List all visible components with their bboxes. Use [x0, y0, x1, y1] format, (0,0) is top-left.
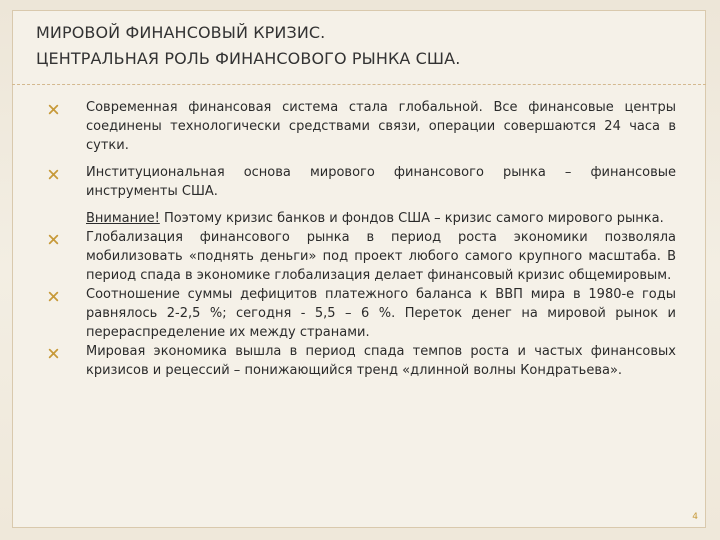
list-item: [48, 228, 676, 285]
list-item: [48, 98, 676, 155]
x-mark-icon: [48, 348, 59, 359]
list-item-text: Мировая экономика вышла в период спада темпов роста и частых финансовых кризисов и рецессий – понижающийся тренд «длинной волны Кондратьева».: [86, 344, 676, 378]
list-item: [48, 285, 676, 342]
x-mark-icon: [48, 234, 59, 245]
x-mark-icon: [48, 291, 59, 302]
title-divider: [12, 84, 706, 85]
attention-label: Внимание!: [86, 211, 160, 226]
title-line-2: ЦЕНТРАЛЬНАЯ РОЛЬ ФИНАНСОВОГО РЫНКА США.: [36, 49, 461, 68]
bullet-list: [48, 98, 676, 380]
list-item-note: [48, 209, 676, 228]
title-line-1: МИРОВОЙ ФИНАНСОВЫЙ КРИЗИС.: [36, 23, 326, 42]
list-item-text: Соотношение суммы дефицитов платежного баланса к ВВП мира в 1980-е годы равнялось 2-2,5 %; сегодня - 5,5 – 6 %. Переток денег на мировой рынок и перераспределение их между странами.: [86, 287, 676, 340]
slide-title: [36, 20, 686, 72]
list-item-text: Поэтому кризис банков и фондов США – кризис самого мирового рынка.: [159, 211, 664, 226]
list-item: [48, 163, 676, 201]
list-item-text: Современная финансовая система стала глобальной. Все финансовые центры соединены технологически средствами связи, операции совершаются 24 часа в сутки.: [86, 100, 676, 153]
x-mark-icon: [48, 104, 59, 115]
list-item-text: Глобализация финансового рынка в период роста экономики позволяла мобилизовать «поднять деньги» под проект любого самого крупного масштаба. В период спада в экономике глобализация делает финансовый кризис общемировым.: [86, 230, 676, 283]
list-item-text: Институциональная основа мирового финансового рынка – финансовые инструменты США.: [86, 165, 676, 199]
page-number: 4: [692, 512, 698, 522]
x-mark-icon: [48, 169, 59, 180]
list-item: [48, 342, 676, 380]
